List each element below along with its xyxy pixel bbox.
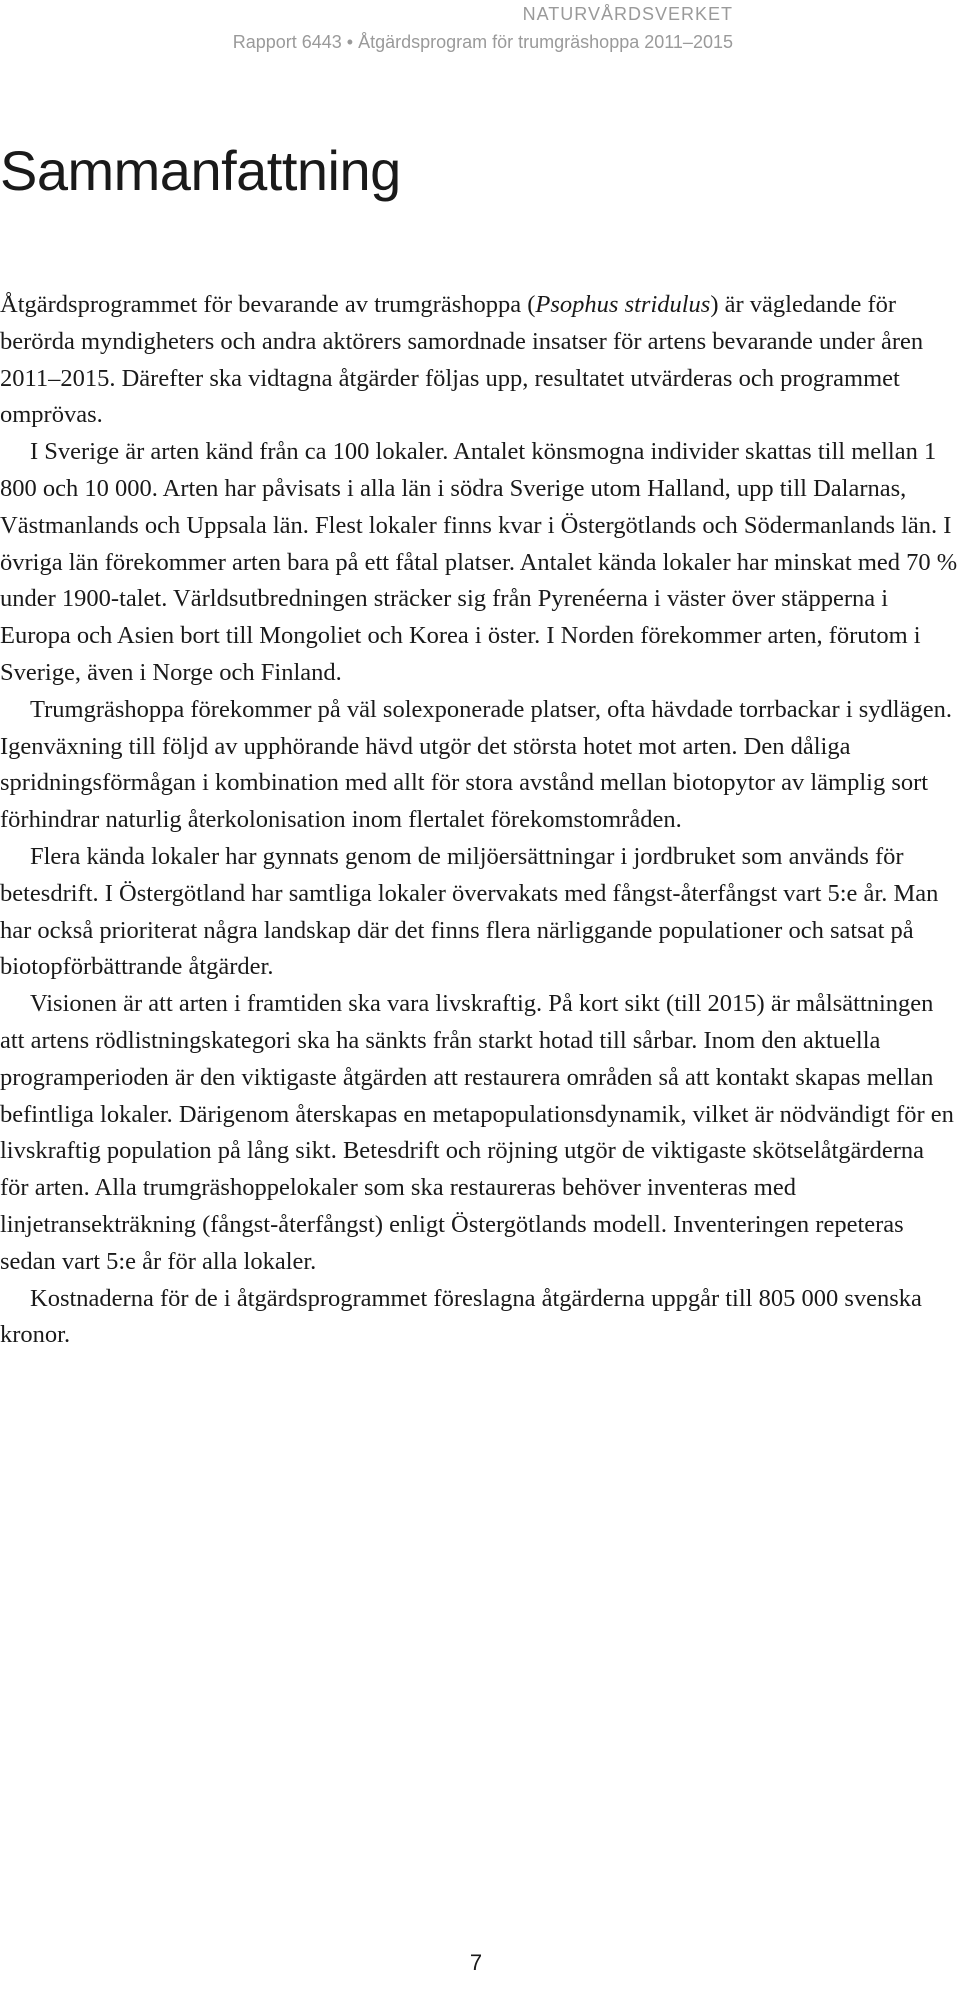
page-number: 7: [469, 1950, 483, 1975]
organization-name: NATURVÅRDSVERKET: [522, 4, 733, 24]
page-title: Sammanfattning: [0, 139, 401, 202]
paragraph-5: Visionen är att arten i framtiden ska vara livskraftig. På kort sikt (till 2015) är målsättningen att artens rödlistningskategori ska ha sänkts från starkt hotad till sårbar. Inom den aktuella programperioden är den viktigaste åtgärden att restaurera områden så att kontakt skapas mellan befintliga lokaler. Därigenom återskapas en metapopulationsdynamik, vilket är nödvändigt för en livskraftig population på lång sikt. Betesdrift och röjning utgör de viktigaste skötselåtgärderna för arten. Alla trumgräshoppelokaler som ska restaureras behöver inventeras med linjetransekträkning (fångst-återfångst) enligt Östergötlands modell. Inventeringen repeteras sedan vart 5:e år för alla lokaler.: [0, 990, 954, 1275]
summary-body: [0, 287, 958, 1354]
running-header: [233, 0, 733, 56]
paragraph-1-after: ) är vägledande för berörda myndigheters och andra aktörers samordnade insatser för artens bevarande under åren 2011–2015. Därefter ska vidtagna åtgärder följas upp, resultatet utvärderas och programmet omprövas.: [0, 291, 924, 429]
paragraph-2: I Sverige är arten känd från ca 100 lokaler. Antalet könsmogna individer skattas till mellan 1 800 och 10 000. Arten har påvisats i alla län i södra Sverige utom Halland, upp till Dalarnas, Västmanlands och Uppsala län. Flest lokaler finns kvar i Östergötlands och Södermanlands län. I övriga län förekommer arten bara på ett fåtal platser. Antalet kända lokaler har minskat med 70 % under 1900-talet. Världsutbredningen sträcker sig från Pyrenéerna i väster över stäpperna i Europa och Asien bort till Mongoliet och Korea i öster. I Norden förekommer arten, förutom i Sverige, även i Norge och Finland.: [0, 438, 958, 686]
paragraph-3: Trumgräshoppa förekommer på väl solexponerade platser, ofta hävdade torrbackar i sydlägen. Igenväxning till följd av upphörande hävd utgör det största hotet mot arten. Den dåliga spridningsförmågan i kombination med allt för stora avstånd mellan biotopytor av lämplig sort förhindrar naturlig återkolonisation inom flertalet förekomstområden.: [0, 695, 952, 834]
paragraph-1: [0, 287, 958, 434]
species-name: Psophus stridulus: [535, 291, 711, 318]
paragraph-4: Flera kända lokaler har gynnats genom de miljöersättningar i jordbruket som används för betesdrift. I Östergötland har samtliga lokaler övervakats med fångst-återfångst vart 5:e år. Man har också prioriterat några landskap där det finns flera närliggande populationer och satsat på biotopförbättrande åtgärder.: [0, 842, 939, 981]
paragraph-6: Kostnaderna för de i åtgärdsprogrammet föreslagna åtgärderna uppgår till 805 000 svenska kronor.: [0, 1284, 922, 1349]
report-title-line: Rapport 6443 • Åtgärdsprogram för trumgräshoppa 2011–2015: [232, 32, 733, 52]
paragraph-1-before: Åtgärdsprogrammet för bevarande av trumgräshoppa (: [0, 291, 536, 318]
